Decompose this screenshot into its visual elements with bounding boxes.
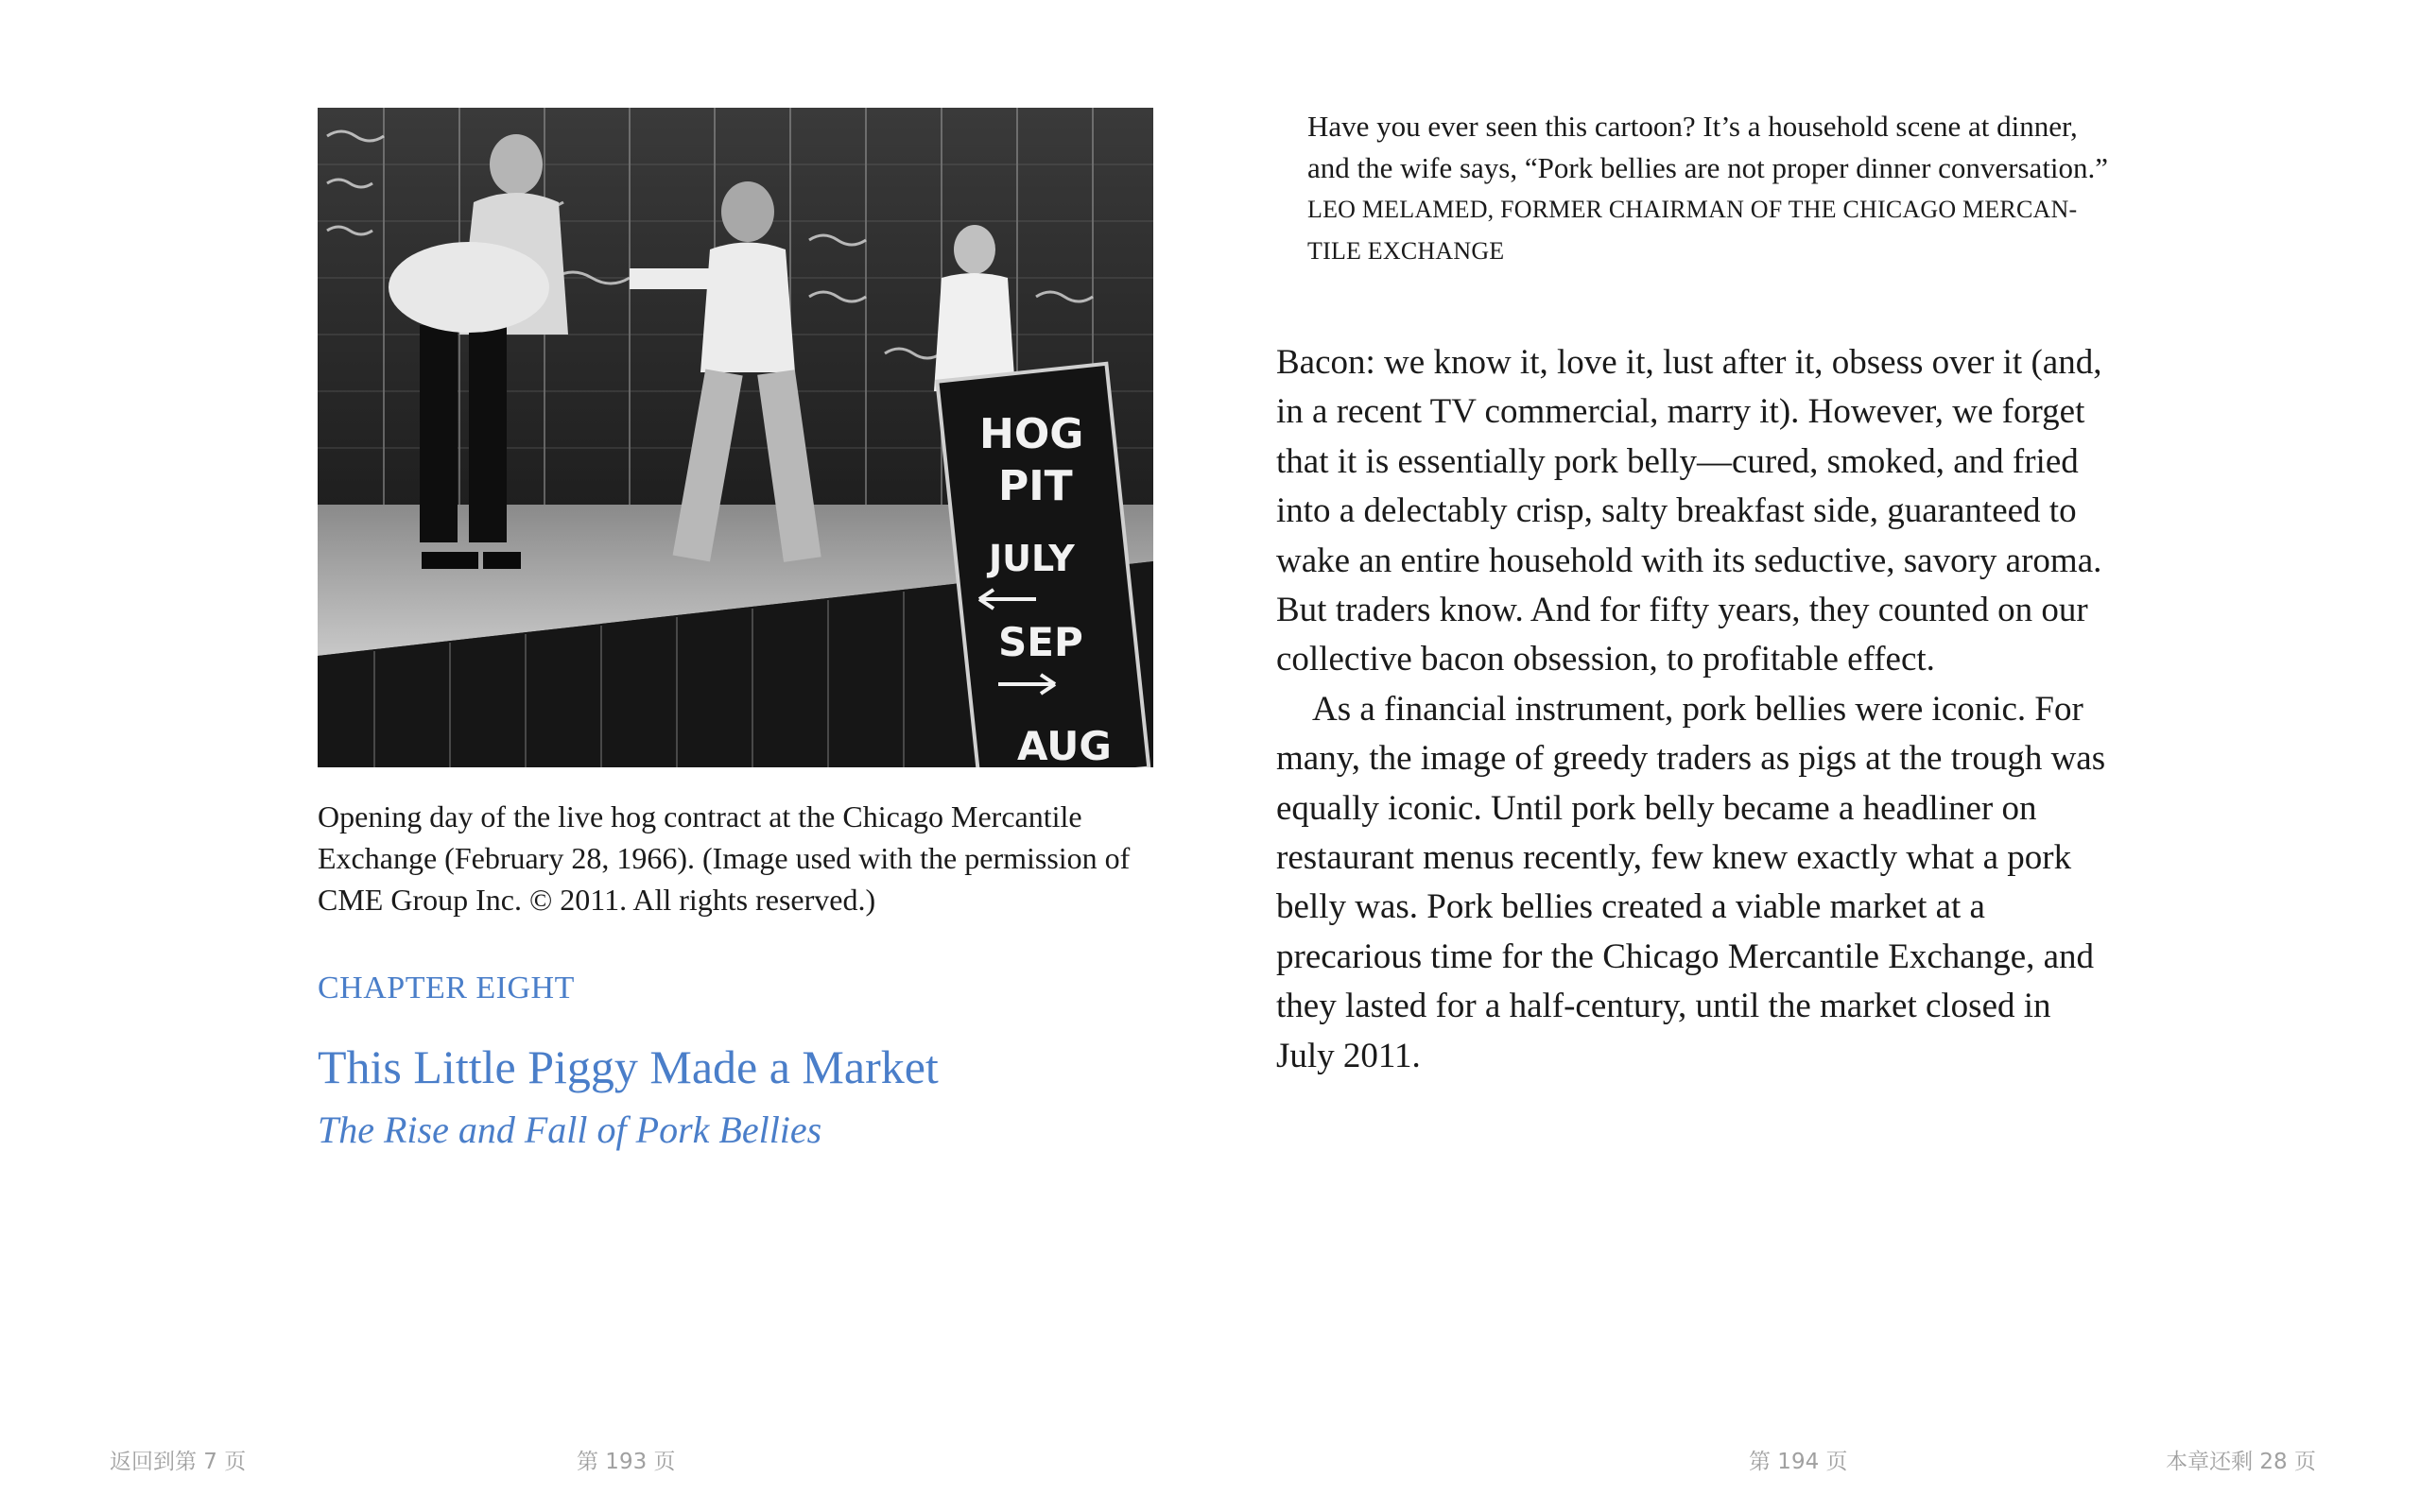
right-page — [1276, 106, 2108, 1081]
sign-label-hog: HOG — [979, 410, 1084, 458]
body-paragraph: Bacon: we know it, love it, lust after it, obsess over it (and, in a recent TV commercial, marry it). However, we forget that it is essentially pork belly—cured, smoked, and fried into a delectably crisp, salty breakfast side, guaranteed to wake an entire household with its seductive, savory aroma. But traders know. And for fifty years, they counted on our collective bacon obsession, to profitable effect. — [1276, 343, 2102, 679]
epigraph-attribution: LEO MELAMED, FORMER CHAIRMAN OF THE CHICAGO MERCANTILE EXCHANGE — [1307, 196, 2078, 265]
sign-label-sep: SEP — [998, 619, 1083, 665]
body-paragraph: As a financial instrument, pork bellies were iconic. For many, the image of greedy traders as pigs at the trough was equally iconic. Until pork belly became a headliner on restaurant menus recently, few knew exactly what a pork belly was. Pork bellies created a viable market at a precarious time for the Chicago Mercantile Exchange, and they lasted for a half-century, until the market closed in July 2011. — [1276, 689, 2106, 1075]
chapter-label: CHAPTER EIGHT — [318, 971, 575, 1005]
right-page-number: 第 194 页 — [1749, 1450, 1848, 1474]
chapter-photo — [318, 108, 1153, 767]
chapter-pages-remaining: 本章还剩 28 页 — [2166, 1450, 2316, 1474]
back-to-page-link[interactable]: 返回到第 7 页 — [110, 1450, 247, 1474]
sign-label-july: JULY — [989, 538, 1075, 579]
sign-label-pit: PIT — [998, 462, 1073, 510]
left-page-number: 第 193 页 — [577, 1450, 676, 1474]
left-page — [318, 108, 1153, 1153]
chapter-subtitle: The Rise and Fall of Pork Bellies — [318, 1108, 822, 1151]
photo-caption: Opening day of the live hog contract at the Chicago Mercantile Exchange (February 28, 1966). (Image used with the permission of CME Group Inc. © 2011. All rights reserved.) — [318, 799, 1131, 917]
chapter-title: This Little Piggy Made a Market — [318, 1040, 939, 1093]
chapter-body — [1276, 338, 2108, 1081]
sign-label-aug: AUG — [1017, 723, 1112, 767]
epigraph-quote: Have you ever seen this cartoon? It’s a household scene at dinner, and the wife says, “Pork bellies are not proper dinner conversation.” — [1307, 110, 2109, 184]
